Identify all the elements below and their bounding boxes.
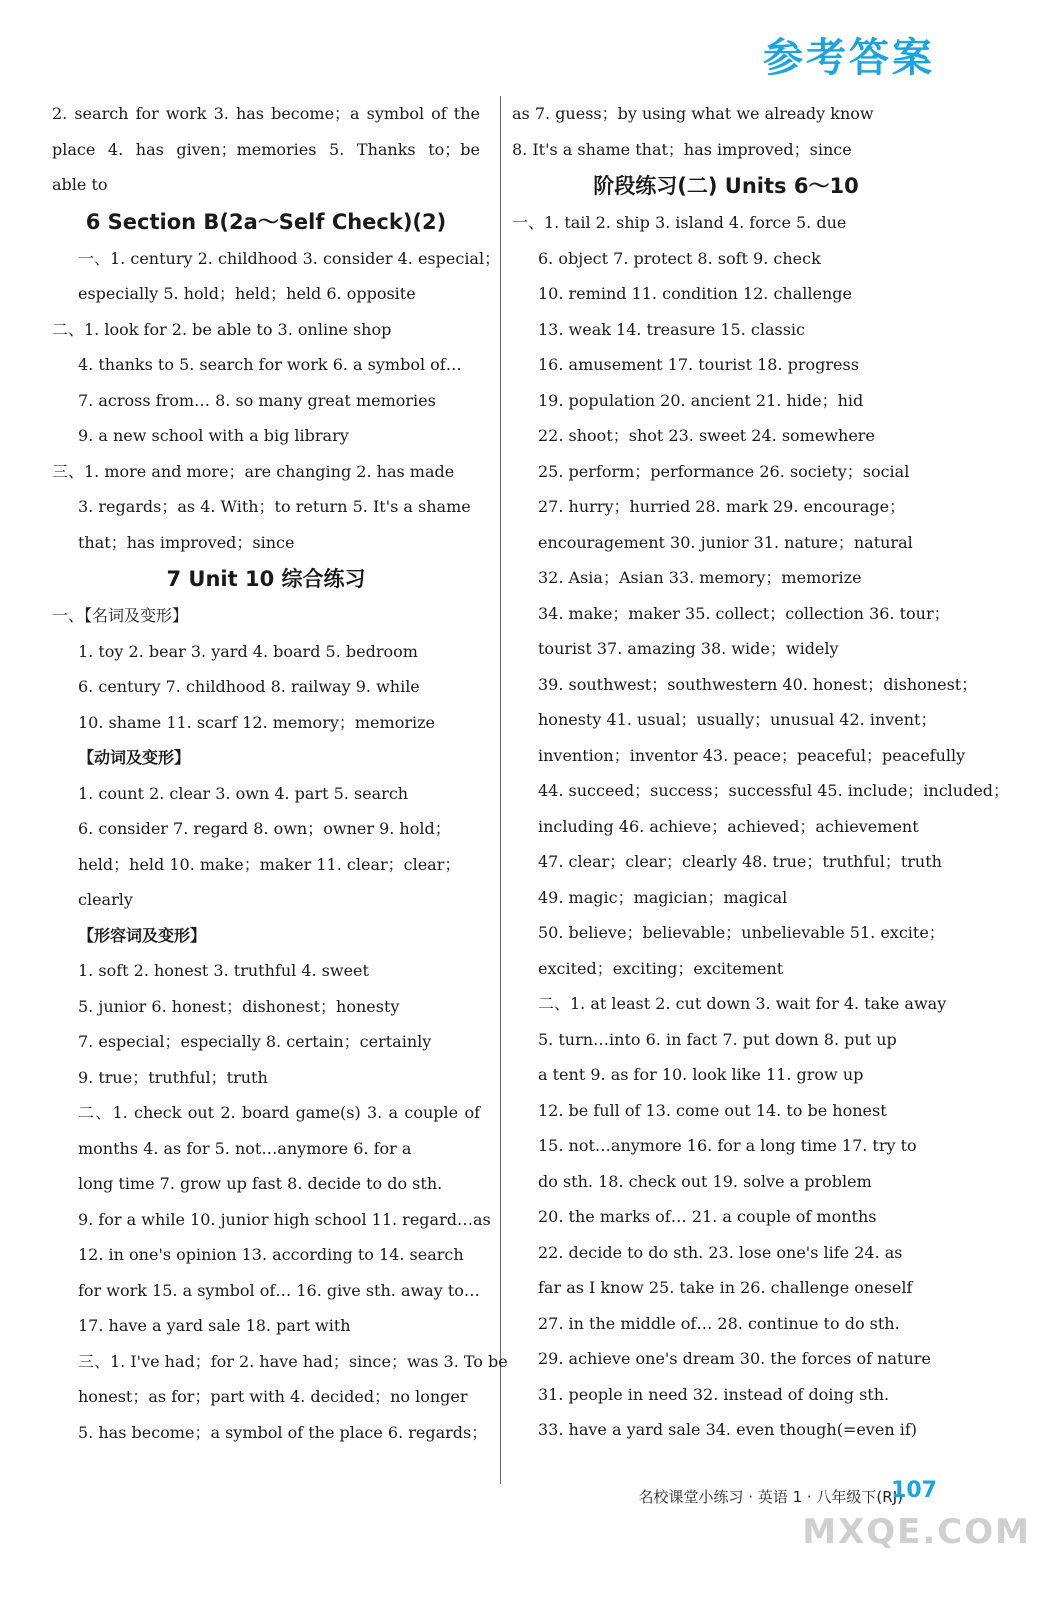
answer-line: 17. have a yard sale 18. part with — [78, 1316, 351, 1335]
answer-line: 【动词及变形】 — [78, 748, 191, 767]
section-heading: 6 Section B(2a～Self Check)(2) — [85, 209, 447, 234]
answer-line: a tent 9. as for 10. look like 11. grow up — [538, 1065, 864, 1084]
answer-line: clearly — [78, 890, 133, 909]
answer-line: 32. Asia；Asian 33. memory；memorize — [538, 568, 862, 587]
right-column — [512, 96, 1010, 1448]
answer-line: encouragement 30. junior 31. nature；natural — [538, 532, 913, 552]
answer-line: months 4. as for 5. not…anymore 6. for a — [78, 1138, 412, 1158]
answer-line: 2. search for work 3. has become；a symbol of the — [52, 104, 480, 123]
answer-line: 9. for a while 10. junior high school 11. regard…as — [78, 1209, 491, 1229]
answer-line: place 4. has given；memories 5. Thanks to；be — [52, 139, 480, 159]
answer-line: that；has improved；since — [78, 532, 295, 552]
section-heading: 阶段练习(二) Units 6～10 — [593, 174, 859, 198]
answer-line: 一、1. century 2. childhood 3. consider 4. especial； — [78, 248, 501, 268]
answer-line: including 46. achieve；achieved；achievement — [538, 816, 919, 836]
column-divider — [500, 96, 501, 1484]
answer-line: 三、1. more and more；are changing 2. has made — [52, 461, 455, 481]
footer-book-info: 名校课堂小练习 · 英语 1 · 八年级下(RJ) — [638, 1488, 903, 1506]
page-number: 107 — [891, 1478, 937, 1503]
answer-line: 4. thanks to 5. search for work 6. a symbol of… — [78, 355, 462, 374]
answer-line: 50. believe；believable；unbelievable 51. excite； — [538, 923, 945, 942]
answer-line: 5. junior 6. honest；dishonest；honesty — [78, 996, 400, 1016]
answer-line: 31. people in need 32. instead of doing sth. — [538, 1384, 890, 1404]
answer-line: 29. achieve one's dream 30. the forces of nature — [538, 1349, 931, 1368]
answer-line: 5. turn…into 6. in fact 7. put down 8. put up — [538, 1029, 897, 1049]
answer-line: 47. clear；clear；clearly 48. true；truthful；truth — [538, 852, 942, 871]
answer-line: 20. the marks of… 21. a couple of months — [538, 1207, 877, 1226]
answer-line: far as I know 25. take in 26. challenge oneself — [538, 1278, 913, 1297]
answer-line: 5. has become；a symbol of the place 6. regards； — [78, 1422, 488, 1442]
answer-line: 49. magic；magician；magical — [538, 887, 788, 907]
answer-line: as 7. guess；by using what we already know — [512, 104, 874, 123]
answer-line: held；held 10. make；maker 11. clear；clear； — [78, 854, 461, 874]
answer-line: 34. make；maker 35. collect；collection 36. tour； — [538, 603, 950, 623]
answer-line: 二、1. at least 2. cut down 3. wait for 4. take away — [538, 994, 947, 1013]
left-column — [52, 96, 508, 1450]
answer-line: 19. population 20. ancient 21. hide；hid — [538, 390, 864, 410]
answer-line: 9. a new school with a big library — [78, 426, 349, 445]
answer-line: especially 5. hold；held；held 6. opposite — [78, 284, 416, 303]
answer-line: 6. object 7. protect 8. soft 9. check — [538, 248, 821, 268]
answer-line: 13. weak 14. treasure 15. classic — [538, 319, 805, 339]
answer-line: long time 7. grow up fast 8. decide to do sth. — [78, 1174, 443, 1193]
answer-line: 7. especial；especially 8. certain；certainly — [78, 1032, 432, 1051]
answer-line: 6. consider 7. regard 8. own；owner 9. hold； — [78, 819, 451, 838]
answer-line: 33. have a yard sale 34. even though(=even if) — [538, 1420, 917, 1439]
answer-line: 16. amusement 17. tourist 18. progress — [538, 355, 859, 374]
answer-line: 【形容词及变形】 — [78, 925, 207, 945]
answer-line: 10. shame 11. scarf 12. memory；memorize — [78, 712, 435, 732]
watermark: MXQE.COM — [802, 1512, 1031, 1552]
answer-line: honest；as for；part with 4. decided；no longer — [78, 1387, 468, 1406]
answer-line: 27. hurry；hurried 28. mark 29. encourage； — [538, 497, 906, 516]
answer-line: 1. toy 2. bear 3. yard 4. board 5. bedroom — [78, 641, 418, 661]
answer-line: 三、1. I've had；for 2. have had；since；was 3. To be — [78, 1351, 508, 1371]
answer-line: 二、1. look for 2. be able to 3. online shop — [52, 319, 392, 339]
answer-line: able to — [52, 175, 108, 194]
answer-line: 25. perform；performance 26. society；social — [538, 461, 910, 481]
answer-line: for work 15. a symbol of… 16. give sth. away to… — [78, 1280, 480, 1300]
answer-line: 12. in one's opinion 13. according to 14. search — [78, 1245, 464, 1264]
answer-line: 二、1. check out 2. board game(s) 3. a couple of — [78, 1103, 480, 1122]
answer-line: 15. not…anymore 16. for a long time 17. try to — [538, 1136, 917, 1155]
answer-line: 10. remind 11. condition 12. challenge — [538, 284, 852, 303]
answer-line: 12. be full of 13. come out 14. to be honest — [538, 1100, 887, 1120]
answer-line: 9. true；truthful；truth — [78, 1067, 268, 1087]
answer-line: 7. across from… 8. so many great memories — [78, 390, 436, 410]
answer-line: 1. soft 2. honest 3. truthful 4. sweet — [78, 961, 369, 980]
answer-line: tourist 37. amazing 38. wide；widely — [538, 639, 839, 658]
answer-line: do sth. 18. check out 19. solve a problem — [538, 1171, 872, 1191]
answer-line: 6. century 7. childhood 8. railway 9. while — [78, 677, 420, 696]
answer-line: 1. count 2. clear 3. own 4. part 5. search — [78, 783, 409, 803]
answer-line: honesty 41. usual；usually；unusual 42. invent； — [538, 710, 937, 729]
answer-line: 3. regards；as 4. With；to return 5. It's a shame — [78, 497, 471, 516]
answer-line: 22. shoot；shot 23. sweet 24. somewhere — [538, 426, 875, 445]
answer-line: 一、【名词及变形】 — [52, 606, 189, 625]
answer-line: invention；inventor 43. peace；peaceful；peacefully — [538, 745, 966, 765]
answer-line: 一、1. tail 2. ship 3. island 4. force 5. due — [512, 213, 847, 232]
answer-line: 8. It's a shame that；has improved；since — [512, 139, 852, 159]
answer-line: 22. decide to do sth. 23. lose one's life 24. as — [538, 1242, 903, 1262]
answer-line: 27. in the middle of… 28. continue to do sth. — [538, 1313, 900, 1333]
answer-line: 39. southwest；southwestern 40. honest；dishonest； — [538, 674, 978, 694]
answer-line: excited；exciting；excitement — [538, 958, 784, 978]
answer-key-banner: 参考答案 — [763, 35, 935, 81]
answer-line: 44. succeed；success；successful 45. include；included； — [538, 781, 1010, 800]
section-heading: 7 Unit 10 综合练习 — [166, 567, 366, 591]
